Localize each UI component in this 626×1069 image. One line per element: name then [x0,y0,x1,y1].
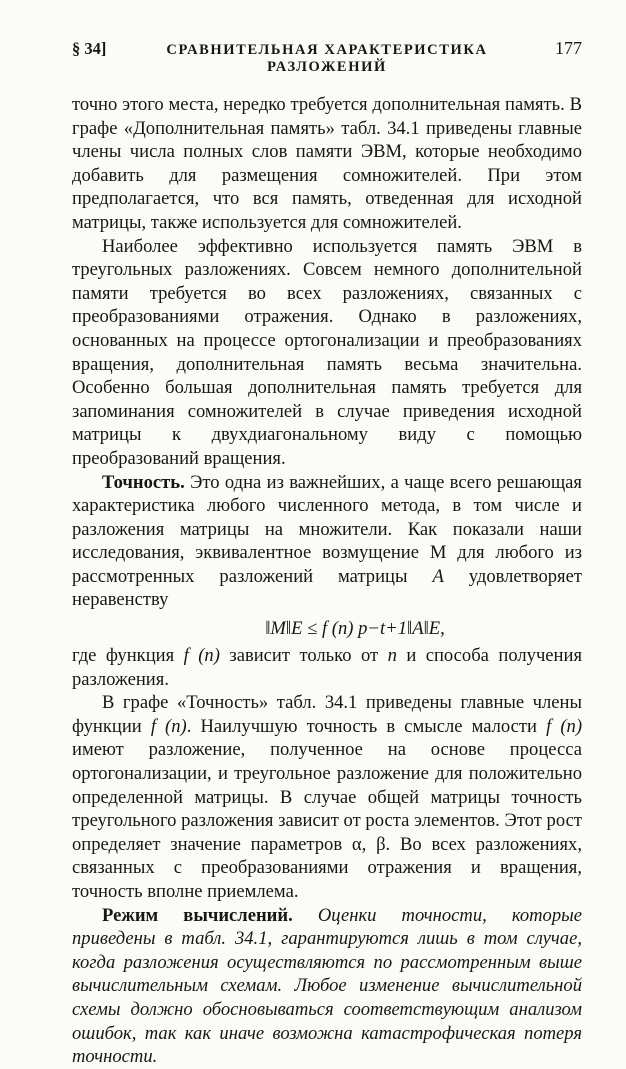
acc-col-text-a: В графе «Точность» табл. 34.1 приведены главные члены функции [72,692,582,737]
matrix-var: A [432,565,444,587]
paragraph-accuracy-column [72,691,582,903]
acc-col-text-b: . Наилучшую точность в смысле малости [186,715,547,737]
paragraph-memory-cont: точно этого места, нередко требуется дополнительная память. В графе «Дополнительная память» табл. 34.1 приведены главные члены числа полных слов памяти ЭВМ, которые необходимо добавить для размещения сомножителей. При этом предполагается, что вся память, отведенная для исходной матрицы, также используется для сомножителей. [72,94,582,233]
paragraph-memory-efficiency: Наиболее эффективно используется память ЭВМ в треугольных разложениях. Совсем немного дополнительной памяти требуется во всех разложениях, связанных с преобразованиями отражения. Однако в разложениях, основанных на процессе ортогонализации и преобразованиях вращения, дополнительная память весьма значительна. Особенно большая дополнительная память требуется для запоминания сомножителей в случае приведения исходной матрицы к двухдиагональному виду с помощью преобразований вращения. [72,235,582,469]
running-header [72,38,582,76]
inequality-formula: ‖M‖E ≤ f (n) p−t+1‖A‖E, [265,618,445,640]
section-number: § 34] [72,39,107,58]
acc-col-text-c: имеют разложение, полученное на основе процесса ортогонализации, и треугольное разложение для положительно определенной матрицы. В случае общей матрицы точность треугольного разложения зависит от роста элементов. Этот рост определяет значение параметров α, β. Во всех разложениях, связанных с преобразованиями отражения и вращения, точность вполне приемлема. [72,739,582,902]
accuracy-tail: удовлетворяет неравенству [72,565,582,611]
accuracy-text: Это одна из важнейших, а чаще всего решающая характеристика любого численного метода, в том числе и разложения матрицы на множители. Как показали наши исследования, эквивалентное возмущение М для любого из рассмотренных разложений матрицы [72,471,582,587]
fn-symbol-2: f (n) [546,715,583,737]
mode-heading: Режим вычислений. [102,904,293,926]
paragraph-function [72,644,582,691]
fn-text-a: где функция [72,645,184,667]
fn-text-b: зависит только от [219,645,388,667]
running-title: СРАВНИТЕЛЬНАЯ ХАРАКТЕРИСТИКА РАЗЛОЖЕНИЙ [166,42,488,75]
paragraph-accuracy [72,471,582,613]
fn-symbol-1: f (n) [150,715,187,737]
accuracy-heading: Точность. [102,471,185,493]
fn-symbol: f (n) [183,645,220,667]
mode-text: Оценки точности, которые приведены в табл. 34.1, гарантируются лишь в том случае, когда разложения осуществляются по рассмотренным выше вычислительным схемам. Любое изменение вычислительной схемы должно обосновываться соответствующим анализом ошибок, так как иначе возможна катастрофическая потеря точности. [72,904,582,1068]
fn-text-c: и способа получения разложения. [72,645,582,690]
page-number: 177 [555,38,582,58]
paragraph-computation-mode [72,904,582,1069]
n-symbol: n [387,645,397,667]
